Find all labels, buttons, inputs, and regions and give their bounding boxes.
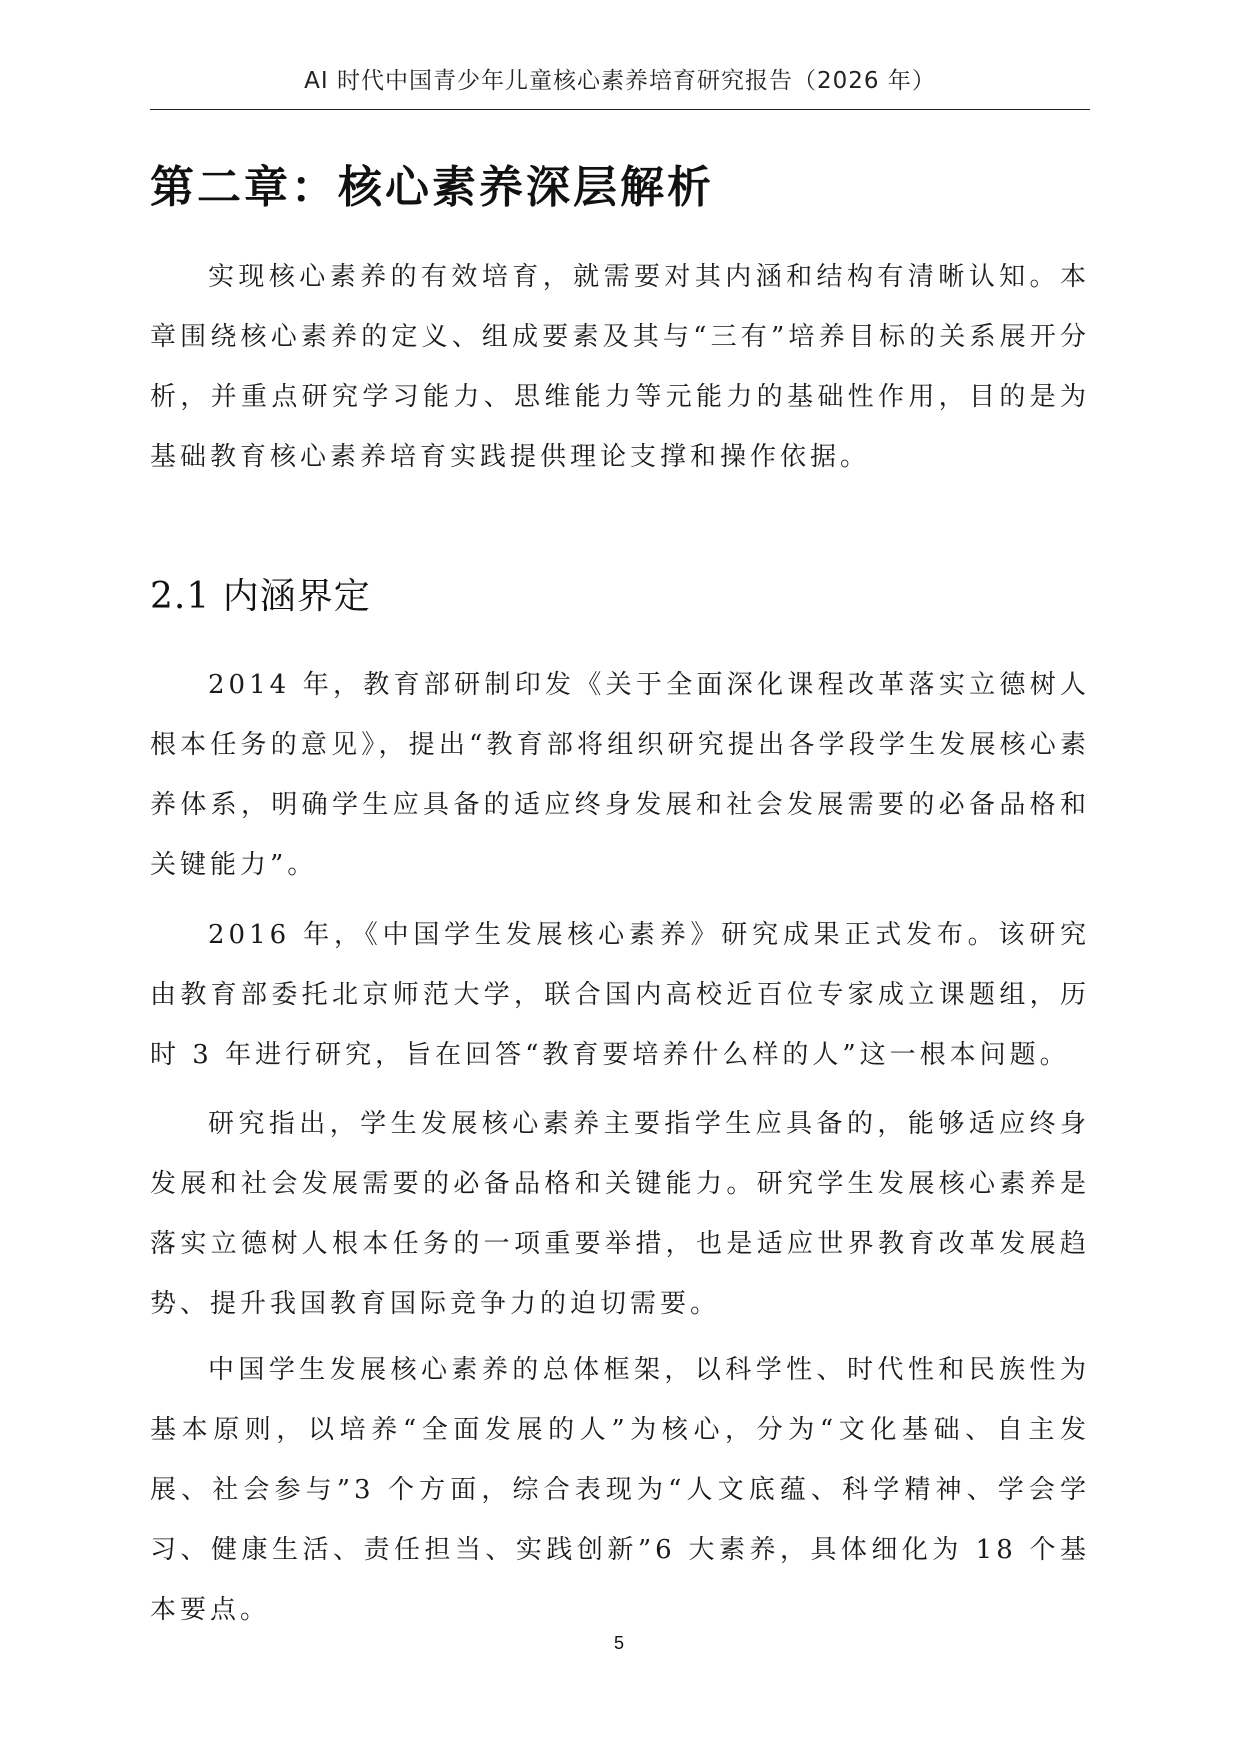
running-header: AI 时代中国青少年儿童核心素养培育研究报告（2026 年） — [304, 68, 936, 94]
page-number: 5 — [613, 1633, 624, 1653]
chapter-title: 第二章：核心素养深层解析 — [150, 162, 714, 213]
body-paragraph: 2016 年，《中国学生发展核心素养》研究成果正式发布。该研究由教育部委托北京师范大学，联合国内高校近百位专家成立课题组，历时 3 年进行研究，旨在回答“教育要培养什么样的人”这一根本问题。 — [150, 920, 1090, 1070]
body-paragraph: 中国学生发展核心素养的总体框架，以科学性、时代性和民族性为基本原则，以培养“全面发展的人”为核心，分为“文化基础、自主发展、社会参与”3 个方面，综合表现为“人文底蕴、科学精神、学会学习、健康生活、责任担当、实践创新”6 大素养，具体细化为 18 个基本要点。 — [150, 1355, 1090, 1625]
chapter-intro-paragraph: 实现核心素养的有效培育，就需要对其内涵和结构有清晰认知。本章围绕核心素养的定义、组成要素及其与“三有”培养目标的关系展开分析，并重点研究学习能力、思维能力等元能力的基础性作用，目的是为基础教育核心素养培育实践提供理论支撑和操作依据。 — [150, 262, 1090, 472]
body-paragraph: 2014 年，教育部研制印发《关于全面深化课程改革落实立德树人根本任务的意见》，提出“教育部将组织研究提出各学段学生发展核心素养体系，明确学生应具备的适应终身发展和社会发展需要的必备品格和关键能力”。 — [150, 670, 1090, 880]
section-title: 2.1 内涵界定 — [150, 576, 371, 617]
body-paragraph: 研究指出，学生发展核心素养主要指学生应具备的，能够适应终身发展和社会发展需要的必备品格和关键能力。研究学生发展核心素养是落实立德树人根本任务的一项重要举措，也是适应世界教育改革发展趋势、提升我国教育国际竞争力的迫切需要。 — [150, 1109, 1090, 1319]
header-divider — [150, 109, 1090, 110]
